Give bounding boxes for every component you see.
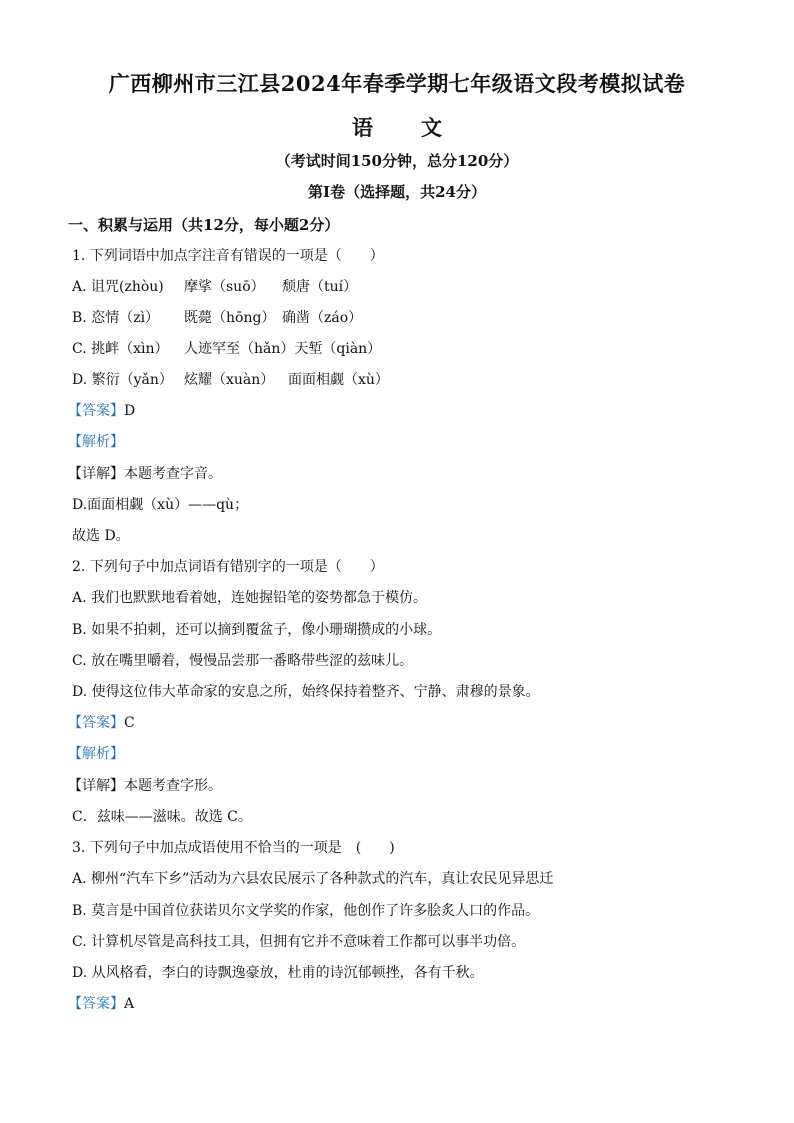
volume-heading: 第Ⅰ卷（选择题，共24分） [308,183,486,201]
q1-b-part-2: 既薨（hōng） [184,310,276,326]
q2-option-a: A. 我们也默默地看着她，连她握铅笔的姿势都急于模仿。 [72,590,428,606]
subject-char-1: 语 [352,115,373,140]
q1-d-part-2: 炫耀（xuàn） [184,372,275,388]
q1-answer-label: 【答案】 [68,403,124,419]
q1-analysis-label: 【解析】 [68,434,124,450]
q1-d-part-3: 面面相觑（xù） [288,372,389,388]
q2-answer [68,712,135,732]
q2-option-b: B. 如果不拍刺，还可以摘到覆盆子，像小珊瑚攒成的小球。 [72,622,442,638]
q1-option-b [72,307,362,327]
q3-stem: 3. 下列句子中加点成语使用不恰当的一项是 ( ) [72,840,395,856]
q1-conclusion: 故选 D。 [72,528,130,544]
q3-answer-value: A [124,996,135,1012]
q1-detail-text: 本题考查字音。 [124,466,222,482]
q1-option-c [72,338,381,358]
q2-detail [68,775,222,795]
q2-analysis-label: 【解析】 [68,746,124,762]
exam-info: （考试时间150分钟，总分120分） [275,152,519,170]
q2-option-c: C. 放在嘴里嚼着，慢慢品尝那一番略带些涩的兹味儿。 [72,653,414,669]
q1-answer-value: D [124,403,136,419]
q3-answer [68,993,134,1013]
q3-option-b: B. 莫言是中国首位获诺贝尔文学奖的作家，他创作了许多脍炙人口的作品。 [72,903,540,919]
q1-c-part-2: 人迹罕至（hǎn）天堑（qiàn） [184,341,382,357]
q3-option-d: D. 从风格看，李白的诗飘逸豪放，杜甫的诗沉郁顿挫，各有千秋。 [72,965,484,981]
q1-a-part-2: 摩挲（suō） [184,279,265,295]
q2-explain: C．兹味——滋味。故选 C。 [72,809,252,825]
q1-detail [68,463,222,483]
q2-answer-value: C [124,715,135,731]
q1-detail-label: 【详解】 [68,466,124,482]
q1-c-part-1: C. 挑衅（xìn） [72,341,169,357]
subject-heading [0,112,794,142]
q2-answer-label: 【答案】 [68,715,124,731]
q3-answer-label: 【答案】 [68,996,124,1012]
q1-a-part-1: A. 诅咒(zhòu) [72,279,164,295]
q1-d-part-1: D. 繁衍（yǎn） [72,372,173,388]
q1-option-a [72,276,357,296]
section-heading: 一、积累与运用（共12分，每小题2分） [68,216,340,234]
exam-title: 广西柳州市三江县2024年春季学期七年级语文段考模拟试卷 [108,71,686,96]
q3-option-c: C. 计算机尽管是高科技工具，但拥有它并不意味着工作都可以事半功倍。 [72,934,526,950]
q2-detail-text: 本题考查字形。 [124,778,222,794]
q1-b-part-1: B. 恣情（zì） [72,310,160,326]
q1-option-d [72,369,389,389]
q1-answer [68,400,135,420]
q1-explain: D.面面相觑（xù）——qù； [72,497,249,513]
q2-option-d: D. 使得这位伟大革命家的安息之所，始终保持着整齐、宁静、肃穆的景象。 [72,684,540,700]
q1-stem: 1. 下列词语中加点字注音有错误的一项是（ ） [72,248,384,264]
q1-a-part-3: 颓唐（tuí） [282,279,358,295]
q3-option-a: A. 柳州“汽车下乡”活动为六县农民展示了各种款式的汽车，真让农民见异思迁 [72,871,554,887]
q2-stem: 2. 下列句子中加点词语有错别字的一项是（ ） [72,559,384,575]
subject-char-2: 文 [421,115,442,140]
q2-detail-label: 【详解】 [68,778,124,794]
q1-b-part-3: 确凿（záo） [282,310,363,326]
